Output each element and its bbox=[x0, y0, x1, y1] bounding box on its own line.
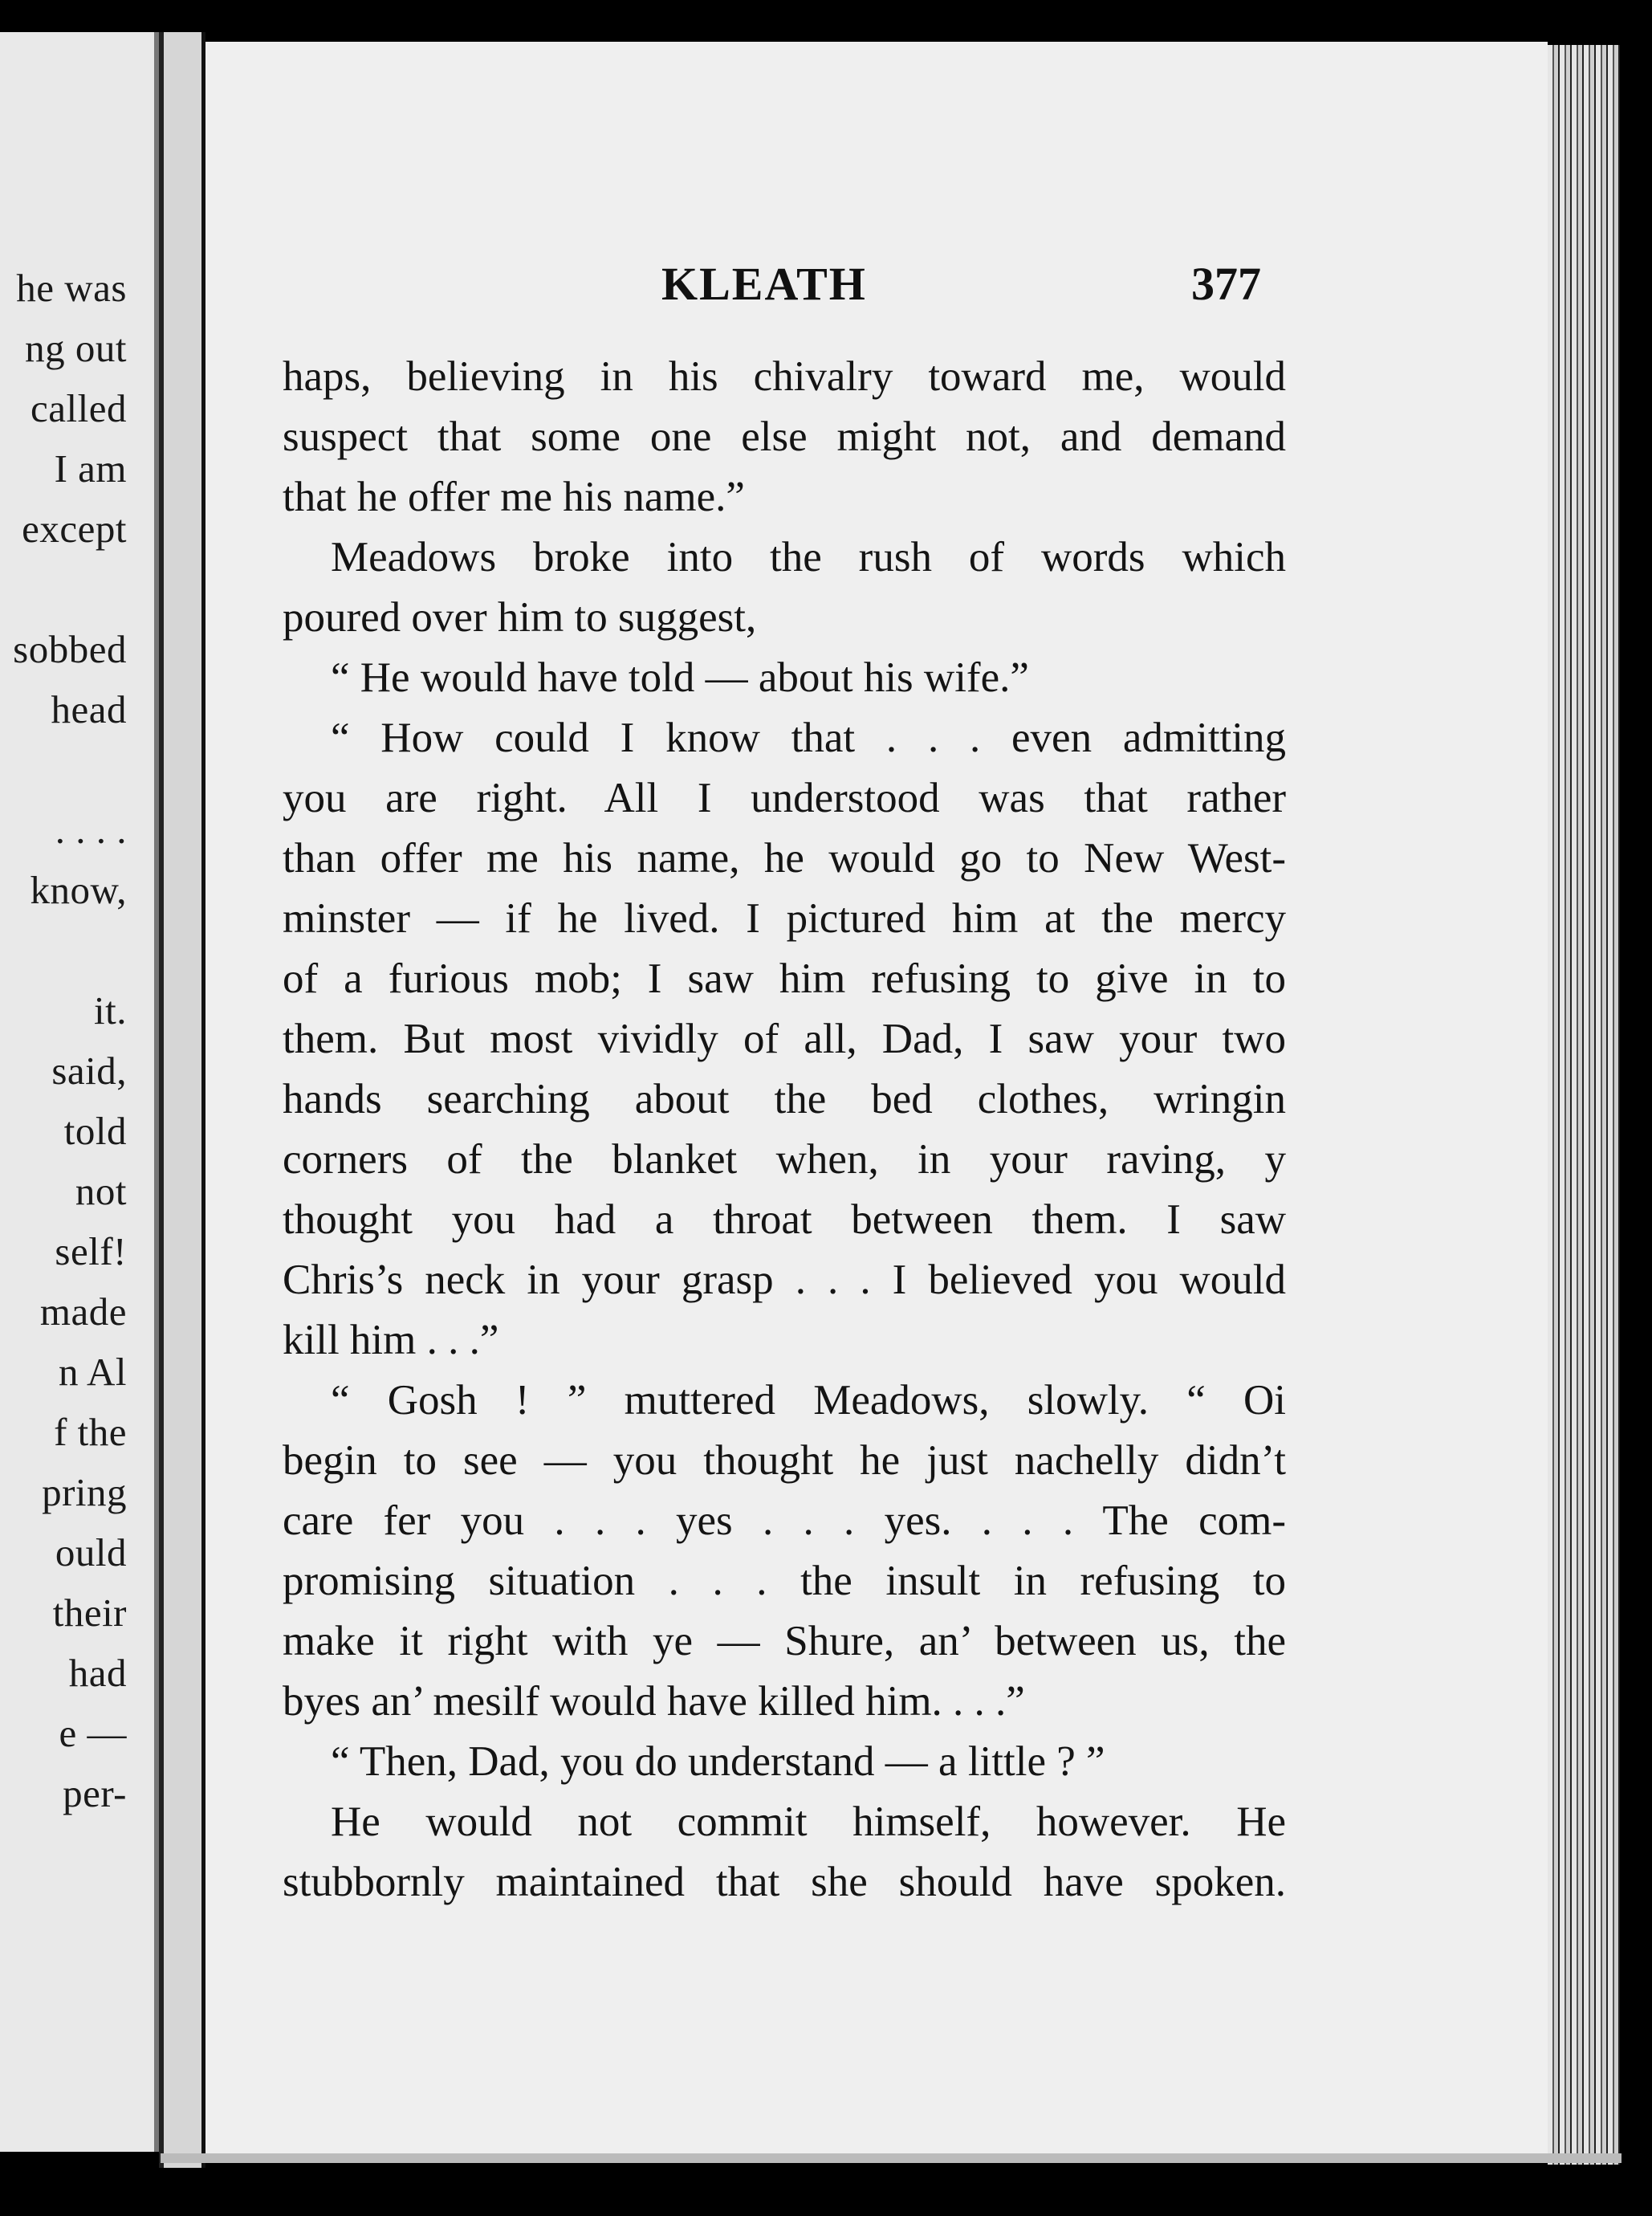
left-page-line: he was bbox=[16, 266, 127, 310]
body-line: Meadows broke into the rush of words which bbox=[331, 534, 1286, 580]
main-page bbox=[205, 42, 1548, 2153]
left-page-line: it. bbox=[94, 988, 127, 1033]
body-text bbox=[283, 347, 1286, 1913]
body-line: than offer me his name, he would go to New West- bbox=[283, 835, 1286, 882]
body-line: Chris’s neck in your grasp . . . I believed you would bbox=[283, 1257, 1286, 1303]
left-page-line: called bbox=[31, 386, 127, 430]
body-line: “ Then, Dad, you do understand — a little ? ” bbox=[331, 1738, 1105, 1785]
body-line: He would not commit himself, however. He bbox=[331, 1798, 1286, 1845]
left-page-line: I am bbox=[54, 446, 127, 491]
body-line: corners of the blanket when, in your raving, y bbox=[283, 1136, 1286, 1183]
left-page-line: their bbox=[52, 1591, 127, 1635]
book-gutter bbox=[159, 32, 205, 2168]
left-page-line: had bbox=[68, 1651, 127, 1695]
body-line: of a furious mob; I saw him refusing to give in to bbox=[283, 955, 1286, 1002]
left-page-line: pring bbox=[42, 1470, 127, 1514]
body-line: make it right with ye — Shure, an’ between us, the bbox=[283, 1618, 1286, 1664]
body-line: “ Gosh ! ” muttered Meadows, slowly. “ Oi bbox=[331, 1377, 1286, 1424]
left-page-line: . . . . bbox=[55, 808, 127, 852]
left-facing-page bbox=[0, 32, 159, 2152]
running-header bbox=[205, 257, 1548, 313]
left-page-line: f the bbox=[54, 1410, 127, 1454]
left-page-line: sobbed bbox=[13, 627, 127, 671]
page-stack-edge bbox=[1548, 45, 1620, 2165]
bottom-edge bbox=[161, 2153, 1621, 2163]
left-page-line: n Al bbox=[58, 1350, 127, 1394]
left-page-line: e — bbox=[59, 1711, 127, 1755]
body-line: “ How could I know that . . . even admitting bbox=[331, 715, 1286, 761]
body-line: poured over him to suggest, bbox=[283, 594, 757, 641]
body-line: them. But most vividly of all, Dad, I saw your two bbox=[283, 1016, 1286, 1062]
body-line: hands searching about the bed clothes, wringin bbox=[283, 1076, 1286, 1122]
left-page-line: per- bbox=[63, 1771, 127, 1815]
left-page-line: said, bbox=[51, 1049, 127, 1093]
body-line: minster — if he lived. I pictured him at the mercy bbox=[283, 895, 1286, 942]
left-page-line: except bbox=[22, 507, 127, 551]
body-line: thought you had a throat between them. I saw bbox=[283, 1196, 1286, 1243]
body-line: that he offer me his name.” bbox=[283, 474, 745, 520]
left-page-line: know, bbox=[30, 868, 127, 912]
body-line: suspect that some one else might not, and demand bbox=[283, 413, 1286, 460]
body-line: care fer you . . . yes . . . yes. . . . The com- bbox=[283, 1497, 1286, 1544]
left-page-line: self! bbox=[55, 1229, 127, 1273]
left-page-line: made bbox=[39, 1289, 127, 1334]
left-page-line: not bbox=[75, 1169, 127, 1213]
body-line: promising situation . . . the insult in refusing to bbox=[283, 1558, 1286, 1604]
page-number: 377 bbox=[1191, 258, 1261, 310]
body-line: haps, believing in his chivalry toward me, would bbox=[283, 353, 1286, 400]
left-page-line: ng out bbox=[25, 326, 127, 370]
running-head-title: KLEATH bbox=[661, 258, 867, 310]
body-line: you are right. All I understood was that rather bbox=[283, 775, 1286, 821]
left-page-line: head bbox=[51, 687, 127, 731]
left-page-line: told bbox=[63, 1109, 127, 1153]
body-line: byes an’ mesilf would have killed him. . . .” bbox=[283, 1678, 1025, 1725]
body-line: “ He would have told — about his wife.” bbox=[331, 654, 1029, 701]
left-page-line: ould bbox=[55, 1530, 127, 1574]
body-line: kill him . . .” bbox=[283, 1317, 499, 1363]
body-line: begin to see — you thought he just nachelly didn’t bbox=[283, 1437, 1286, 1484]
body-line: stubbornly maintained that she should have spoken. bbox=[283, 1859, 1286, 1905]
